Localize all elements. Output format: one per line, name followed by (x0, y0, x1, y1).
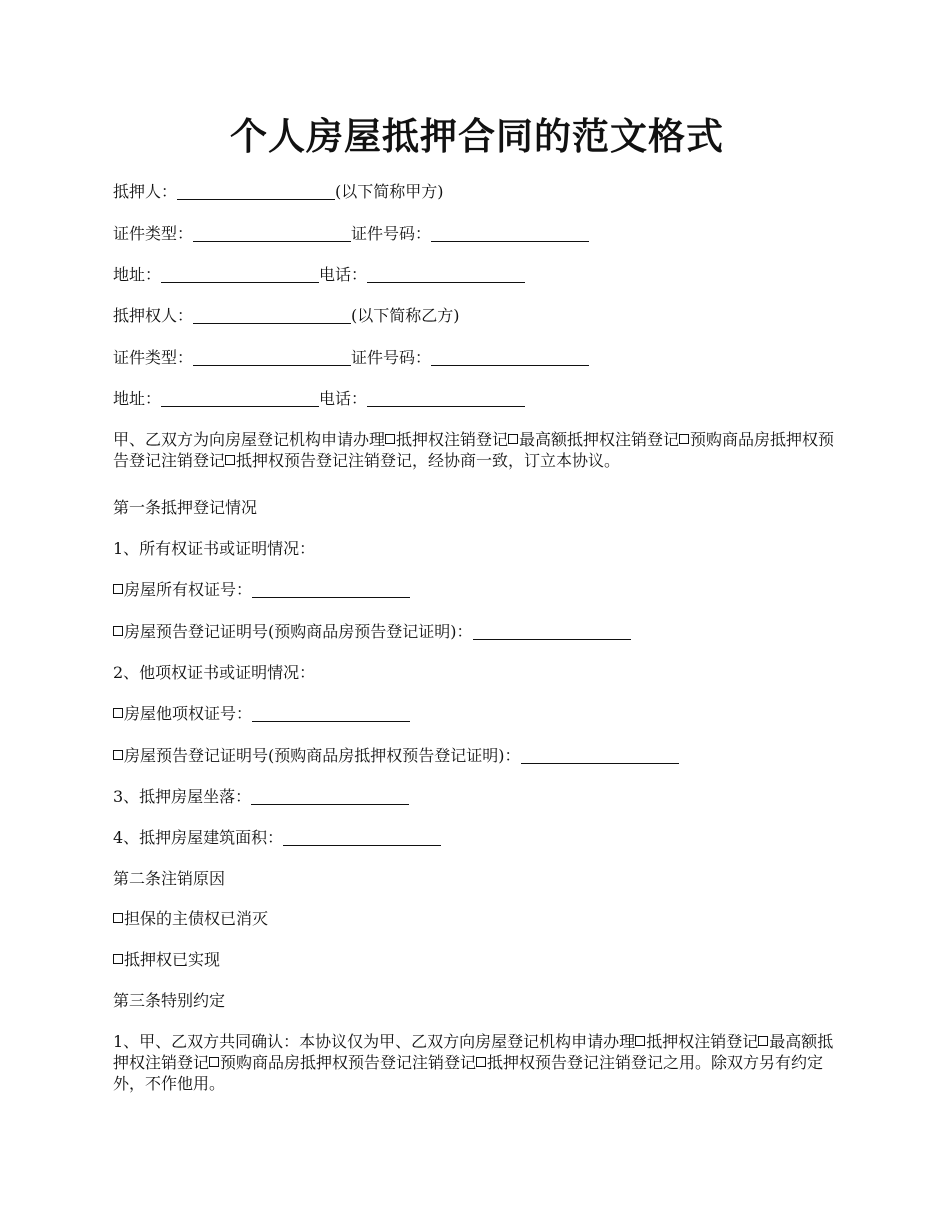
id-number-blank[interactable] (431, 225, 589, 242)
mortgagor-suffix: (以下简称甲方) (335, 182, 444, 201)
reason1-label: 担保的主债权已消灭 (124, 909, 269, 928)
mortgagor-line (113, 180, 444, 204)
id-line-party-a (113, 222, 589, 246)
presale-cert-blank[interactable] (473, 623, 631, 640)
presale-cert-line (113, 620, 631, 644)
phone-blank[interactable] (367, 390, 525, 407)
address-label: 地址： (113, 389, 162, 408)
article3-heading: 第三条特别约定 (113, 991, 226, 1010)
ownership-cert-blank[interactable] (252, 581, 410, 598)
checkbox[interactable] (758, 1036, 768, 1046)
option-text: 最高额抵押权注销登记 (113, 1032, 834, 1072)
article3-paragraph (113, 1031, 841, 1094)
checkbox[interactable] (385, 434, 395, 444)
option-text: 最高额抵押权注销登记 (519, 430, 680, 449)
property-location-label: 3、抵押房屋坐落： (113, 787, 252, 806)
id-type-label: 证件类型： (113, 348, 194, 367)
article1-item1: 1、所有权证书或证明情况： (113, 539, 316, 558)
address-blank[interactable] (161, 390, 319, 407)
checkbox[interactable] (635, 1036, 645, 1046)
other-right-cert-blank[interactable] (252, 705, 410, 722)
checkbox[interactable] (508, 434, 518, 444)
mortgagee-suffix: (以下简称乙方) (351, 306, 460, 325)
presale-mortgage-cert-line (113, 744, 679, 768)
option-text: 抵押权预告登记注销登记之用。除双方另有约定外，不作他用。 (113, 1053, 824, 1093)
document-title: 个人房屋抵押合同的范文格式 (230, 114, 724, 158)
checkbox[interactable] (476, 1057, 486, 1067)
phone-blank[interactable] (367, 266, 525, 283)
reason2-label: 抵押权已实现 (124, 950, 221, 969)
presale-cert-label: 房屋预告登记证明号(预购商品房预告登记证明)： (124, 622, 473, 641)
id-number-label: 证件号码： (351, 224, 432, 243)
checkbox[interactable] (113, 708, 123, 718)
id-number-label: 证件号码： (351, 348, 432, 367)
presale-mortgage-cert-label: 房屋预告登记证明号(预购商品房抵押权预告登记证明)： (124, 746, 521, 765)
property-location-line (113, 785, 409, 809)
checkbox[interactable] (679, 434, 689, 444)
id-number-blank[interactable] (431, 349, 589, 366)
intro-text: 甲、乙双方为向房屋登记机构申请办理 (113, 430, 386, 449)
article1-item2: 2、他项权证书或证明情况： (113, 663, 316, 682)
ownership-cert-label: 房屋所有权证号： (124, 580, 253, 599)
id-line-party-b (113, 346, 589, 370)
phone-label: 电话： (319, 265, 368, 284)
article2-heading: 第二条注销原因 (113, 869, 226, 888)
property-area-line (113, 826, 441, 850)
id-type-blank[interactable] (193, 225, 351, 242)
article3-text: 1、甲、乙双方共同确认：本协议仅为甲、乙双方向房屋登记机构申请办理 (113, 1032, 636, 1051)
option-text: 抵押权注销登记 (396, 430, 509, 449)
checkbox[interactable] (113, 913, 123, 923)
checkbox[interactable] (113, 626, 123, 636)
property-area-blank[interactable] (283, 829, 441, 846)
id-type-label: 证件类型： (113, 224, 194, 243)
ownership-cert-line (113, 578, 410, 602)
address-line-party-a (113, 263, 525, 287)
presale-mortgage-cert-blank[interactable] (521, 747, 679, 764)
reason1-line (113, 907, 268, 931)
mortgagee-label: 抵押权人： (113, 306, 194, 325)
intro-paragraph (113, 429, 841, 471)
checkbox[interactable] (225, 455, 235, 465)
address-blank[interactable] (161, 266, 319, 283)
reason2-line (113, 948, 220, 972)
checkbox[interactable] (113, 750, 123, 760)
option-text: 抵押权注销登记 (646, 1032, 759, 1051)
option-text: 预购商品房抵押权预告登记注销登记 (220, 1053, 477, 1072)
mortgagor-blank[interactable] (177, 183, 335, 200)
checkbox[interactable] (113, 584, 123, 594)
article1-heading: 第一条抵押登记情况 (113, 498, 258, 517)
other-right-cert-line (113, 702, 410, 726)
option-text: 预购商品房抵押权预告登记注销登记 (113, 430, 835, 470)
mortgagee-blank[interactable] (193, 307, 351, 324)
id-type-blank[interactable] (193, 349, 351, 366)
address-line-party-b (113, 387, 525, 411)
property-area-label: 4、抵押房屋建筑面积： (113, 828, 284, 847)
mortgagor-label: 抵押人： (113, 182, 178, 201)
checkbox[interactable] (113, 954, 123, 964)
phone-label: 电话： (319, 389, 368, 408)
other-right-cert-label: 房屋他项权证号： (124, 704, 253, 723)
property-location-blank[interactable] (251, 788, 409, 805)
option-text: 抵押权预告登记注销登记，经协商一致，订立本协议。 (236, 451, 621, 470)
checkbox[interactable] (209, 1057, 219, 1067)
mortgagee-line (113, 304, 460, 328)
address-label: 地址： (113, 265, 162, 284)
